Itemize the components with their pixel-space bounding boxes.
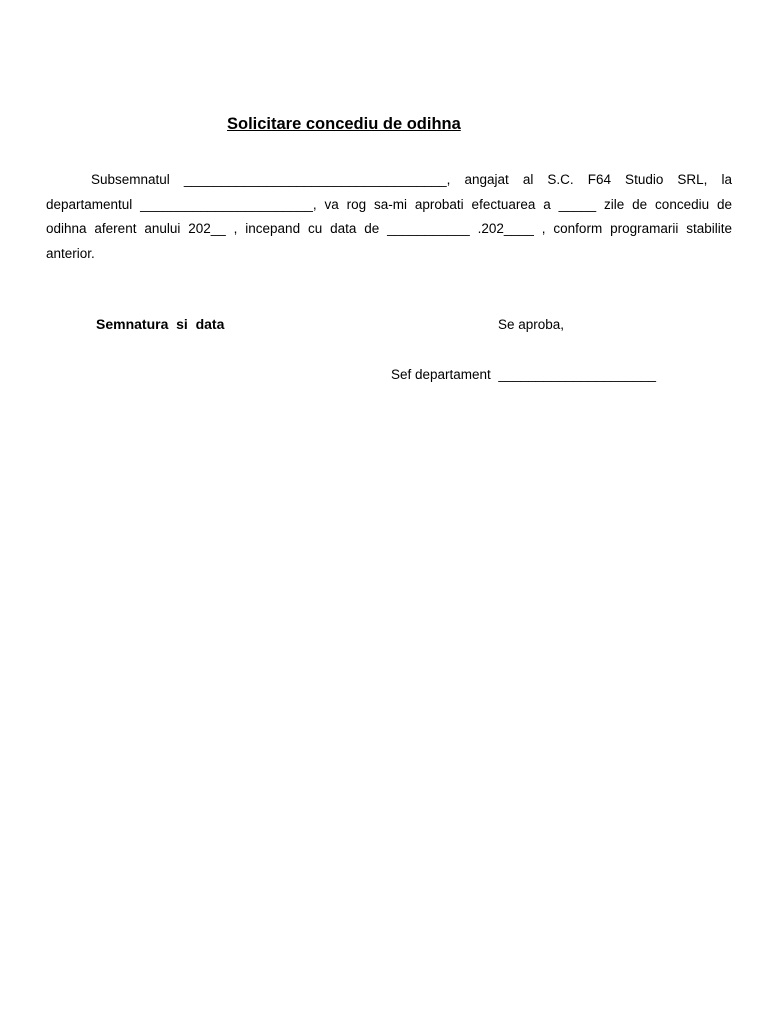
signature-and-date-label: Semnatura si data — [96, 316, 225, 332]
paragraph-line-2: departamentul _______________________, va rog sa-mi aprobati efectuarea a _____ zile de concediu de — [46, 196, 732, 212]
department-head-signature-line: Sef departament _____________________ — [391, 367, 656, 382]
document-title: Solicitare concediu de odihna — [227, 115, 461, 133]
approval-label: Se aproba, — [498, 317, 565, 332]
paragraph-line-1: Subsemnatul ___________________________________, angajat al S.C. F64 Studio SRL, la — [91, 172, 732, 187]
paragraph-line-3: odihna aferent anului 202__ , incepand cu data de ___________ .202____ , conform programarii stabilite — [46, 221, 732, 236]
paragraph-line-4: anterior. — [46, 245, 95, 261]
request-paragraph — [46, 168, 732, 266]
